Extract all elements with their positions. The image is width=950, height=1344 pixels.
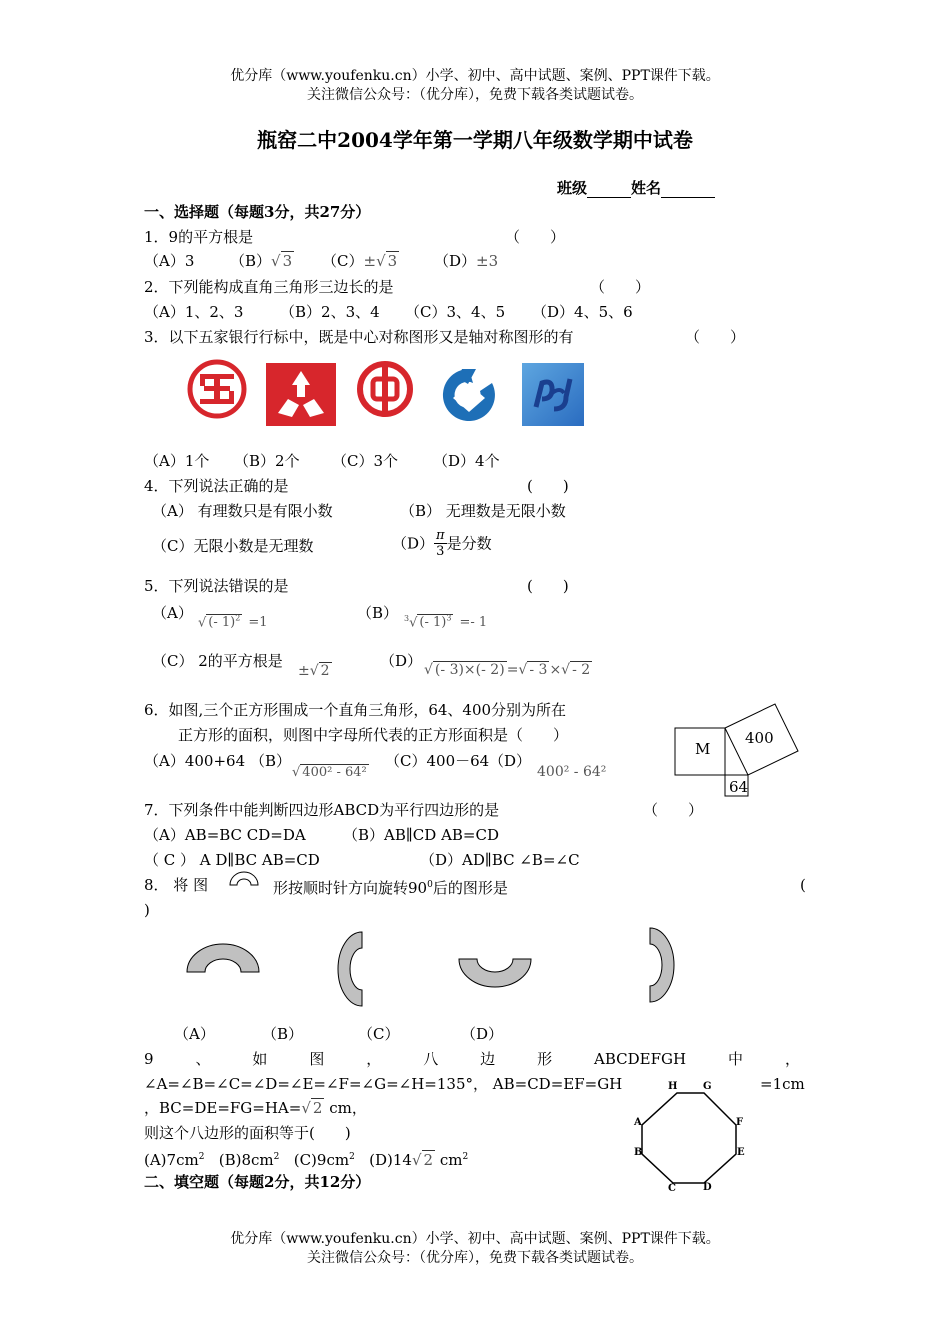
q9-line-1: 9 、 如 图 ， 八 边 形 ABCDEFGH 中 ， xyxy=(144,1050,800,1068)
q9-options: $(A)7cm^2$ $(B)8cm^2$ $(C)9cm^2$ (D)14√ 2 $cm^2$ xyxy=(144,1151,469,1169)
q9-line-2: ∠A=∠B=∠C=∠D=∠E=∠F=∠G=∠H=135°， AB=CD=EF=GH xyxy=(144,1075,623,1093)
q4-option-d: （D） $\frac{\pi}{3}$ 是分数 xyxy=(392,528,492,559)
q8-shape-a-icon xyxy=(185,944,261,976)
q9-octagon-figure xyxy=(628,1078,754,1196)
bank-logo-1-icon xyxy=(186,358,250,420)
q6-line-2: 正方形的面积，则图中字母所代表的正方形面积是（ ） xyxy=(178,726,569,744)
q7-stem: 7．下列条件中能判断四边形ABCD为平行四边形的是 xyxy=(144,801,500,819)
q7-option-d: （D）AD∥BC ∠B=∠C xyxy=(420,851,580,869)
section-2-heading: 二、填空题（每题2分，共12分） xyxy=(144,1173,371,1191)
q6-figure-label-m: M xyxy=(695,740,711,758)
q3-stem: 3．以下五家银行行标中，既是中心对称图形又是轴对称图形的有 xyxy=(144,328,574,346)
bank-logo-3-icon xyxy=(356,360,414,418)
q2-stem: 2．下列能构成直角三角形三边长的是 xyxy=(144,278,394,296)
section-1-heading: 一、选择题（每题3分，共27分） xyxy=(144,203,371,221)
q7-option-a: （A）AB=BC CD=DA xyxy=(144,826,306,844)
q2-option-d: （D）4、5、6 xyxy=(532,303,633,321)
q3-option-c: （C）3个 xyxy=(332,452,399,470)
q3-option-a: （A）1个 xyxy=(144,452,210,470)
q5-stem: 5．下列说法错误的是 xyxy=(144,577,289,595)
q4-stem: 4．下列说法正确的是 xyxy=(144,477,289,495)
q8-option-c: （C） xyxy=(358,1025,400,1043)
q6-option-a: （A）400+64 xyxy=(144,752,246,770)
q8-option-b: （B） xyxy=(262,1025,304,1043)
name-label: 姓名 xyxy=(631,179,662,197)
bank-logo-2-icon xyxy=(266,363,336,426)
q8-bracket-open: ( xyxy=(800,876,806,894)
q5-option-a-expr: √ (- 1)$^2$ =1 xyxy=(198,614,268,631)
octagon-label-e: E xyxy=(737,1147,745,1158)
q5-option-d-expr: √ (- 3)×(- 2) =√ - 3 ×√ - 2 xyxy=(424,662,591,678)
q1-bracket: （ ） xyxy=(505,228,566,246)
q6-option-b-label: （B） xyxy=(250,752,292,770)
q9-line-2-tail: =1cm xyxy=(760,1075,805,1093)
q8-arch-small-icon xyxy=(228,868,260,888)
q6-figure-label-400: 400 xyxy=(745,729,774,747)
q8-shape-b-icon xyxy=(336,930,366,1008)
q8-shape-c-icon xyxy=(457,955,533,987)
q6-figure-label-64: 64 xyxy=(729,778,749,796)
q1-option-a: （A）3 xyxy=(144,252,195,270)
q8-option-a: （A） xyxy=(174,1025,215,1043)
q3-option-d: （D）4个 xyxy=(433,452,500,470)
q8-stem-a: 8． 将 图 xyxy=(144,876,209,894)
q3-bracket: （ ） xyxy=(685,328,746,346)
q7-option-b: （B）AB∥CD AB=CD xyxy=(343,826,500,844)
octagon-label-g: G xyxy=(703,1081,712,1092)
page-title: 瓶窑二中2004学年第一学期八年级数学期中试卷 xyxy=(257,128,693,152)
octagon-label-d: D xyxy=(703,1182,712,1193)
q6-option-c: （C）400－64 xyxy=(385,752,490,770)
q5-option-a-label: （A） xyxy=(152,604,193,622)
octagon-label-b: B xyxy=(634,1147,643,1158)
q8-shape-d-icon xyxy=(646,926,676,1004)
q6-option-d-label: （D） xyxy=(489,752,532,770)
q7-bracket: （ ） xyxy=(643,801,704,819)
q8-bracket-close: ) xyxy=(144,901,150,919)
q4-option-b: （B） 无理数是无限小数 xyxy=(400,502,566,520)
q4-option-a: （A） 有理数只是有限小数 xyxy=(152,502,333,520)
q5-option-c-expr: ±√ 2 xyxy=(298,663,330,679)
q2-option-a: （A）1、2、3 xyxy=(144,303,244,321)
q2-option-c: （C）3、4、5 xyxy=(405,303,506,321)
header-line-1: 优分库（www.youfenku.cn）小学、初中、高中试题、案例、PPT课件下载。 xyxy=(230,68,720,84)
q2-option-b: （B）2、3、4 xyxy=(280,303,380,321)
q9-line-4: 则这个八边形的面积等于( ) xyxy=(144,1124,351,1142)
octagon-label-h: H xyxy=(668,1081,678,1092)
q1-stem: 1．9的平方根是 xyxy=(144,228,254,246)
bank-logo-5-icon xyxy=(522,363,584,426)
footer-line-2: 关注微信公众号：（优分库），免费下载各类试题试卷。 xyxy=(307,1250,643,1266)
q1-option-b: （B）√ 3 xyxy=(230,252,293,270)
q4-bracket: ( ) xyxy=(527,477,569,495)
header-line-2: 关注微信公众号：（优分库），免费下载各类试题试卷。 xyxy=(307,87,643,103)
q2-bracket: （ ） xyxy=(590,278,651,296)
q6-line-1: 6．如图,三个正方形围成一个直角三角形，64、400分别为所在 xyxy=(144,701,567,719)
class-name-field xyxy=(557,178,715,198)
q5-option-c: （C） 2的平方根是 xyxy=(152,652,283,670)
q7-option-c: （ C ） A D∥BC AB=CD xyxy=(144,851,320,869)
octagon-label-c: C xyxy=(668,1183,676,1194)
q6-option-d-expr: 400² - 64² xyxy=(537,764,607,780)
q8-option-d: （D） xyxy=(461,1025,504,1043)
q9-line-3: ，BC=DE=FG=HA=√ 2 cm， xyxy=(144,1099,367,1117)
q8-stem-b: 形按顺时针方向旋转$90^0$后的图形是 xyxy=(273,879,508,897)
octagon-label-a: A xyxy=(634,1117,642,1128)
bank-logo-4-icon xyxy=(440,366,498,424)
class-label: 班级 xyxy=(557,179,588,197)
q1-option-d: （D）±3 xyxy=(434,252,499,270)
q5-option-b-expr: $^3$√ (- 1)$^3$ =- 1 xyxy=(404,614,488,631)
q1-option-c: （C）±√ 3 xyxy=(322,252,398,270)
q5-option-d-label: （D） xyxy=(380,652,423,670)
q5-option-b-label: （B） xyxy=(357,604,399,622)
q3-option-b: （B）2个 xyxy=(234,452,300,470)
footer-line-1: 优分库（www.youfenku.cn）小学、初中、高中试题、案例、PPT课件下载。 xyxy=(230,1231,720,1247)
q4-option-c: （C）无限小数是无理数 xyxy=(152,537,314,555)
q6-option-b-expr: √ 400² - 64² xyxy=(292,765,367,780)
octagon-label-f: F xyxy=(736,1117,744,1128)
q5-bracket: ( ) xyxy=(527,577,569,595)
